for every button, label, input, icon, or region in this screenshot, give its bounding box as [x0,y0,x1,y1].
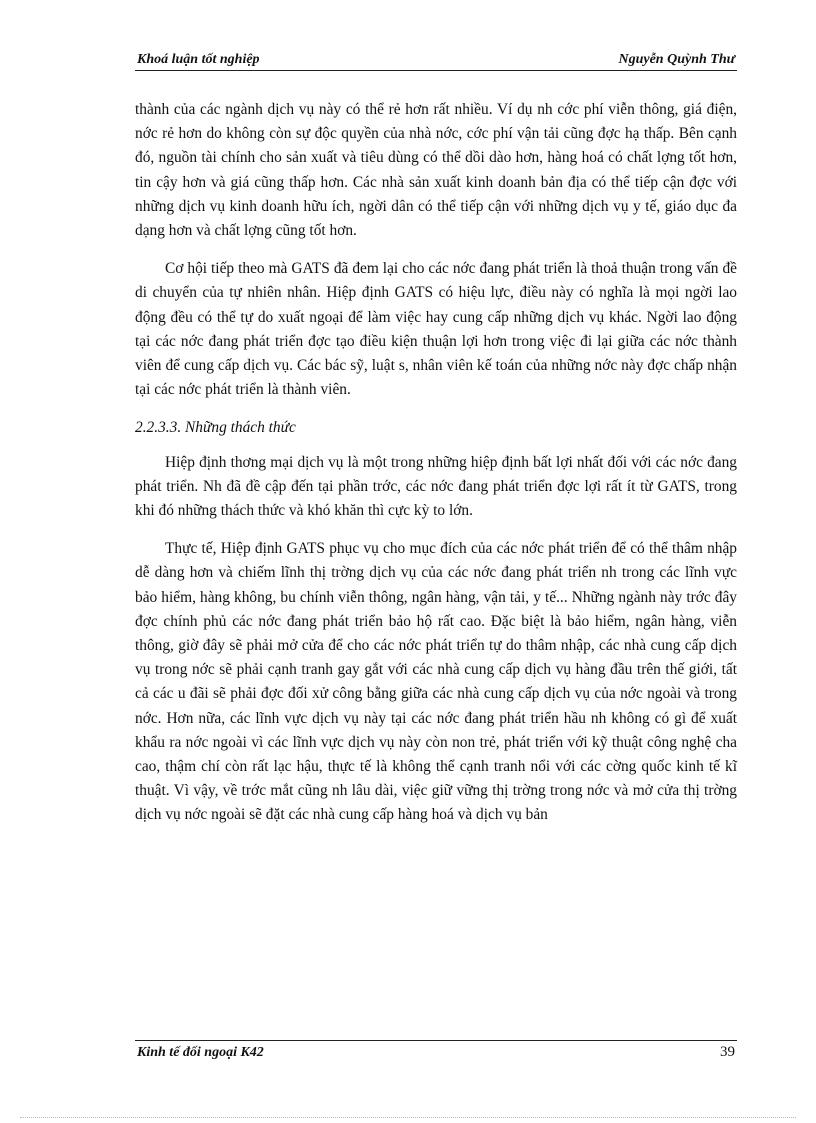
paragraph-continuation: thành của các ngành dịch vụ này có thể rẻ hơn rất nhiều. Ví dụ nh cớc phí viễn thông, giá điện, nớc rẻ hơn do không còn sự độc quyền của nhà nớc, cớc phí vận tải cũng đợc hạ thấp. Bên cạnh đó, nguồn tài chính cho sản xuất và tiêu dùng có thể dồi dào hơn, hàng hoá có chất lợng tốt hơn, tin cậy hơn và giá cũng thấp hơn. Các nhà sản xuất kinh doanh bản địa có thể tiếp cận đợc với những dịch vụ kinh doanh hữu ích, ngời dân có thể tiếp cận với những dịch vụ y tế, giáo dục đa dạng hơn và chất lợng cũng tốt hơn. [135,101,737,240]
header-author-name: Nguyễn Quỳnh Thư [618,52,735,67]
header-thesis-title: Khoá luận tốt nghiệp [137,52,260,67]
footer-department: Kinh tế đối ngoại K42 [137,1045,264,1060]
page-header [135,50,737,71]
document-body [135,98,737,842]
paragraph-opportunity: Cơ hội tiếp theo mà GATS đã đem lại cho các nớc đang phát triển là thoả thuận trong vấn đề di chuyển của tự nhiên nhân. Hiệp định GATS có hiệu lực, điều này có nghĩa là mọi ngời lao động đều có thể tự do xuất ngoại để làm việc hay cung cấp những dịch vụ khác. Ngời lao động tại các nớc đang phát triển đợc tạo điều kiện thuận lợi hơn trong việc đi lại giữa các nớc thành viên để cung cấp dịch vụ. Các bác sỹ, luật s, nhân viên kế toán của những nớc này đợc chấp nhận tại các nớc phát triển là thành viên. [135,260,737,399]
page-number: 39 [720,1044,735,1060]
paragraph-challenges-intro: Hiệp định thơng mại dịch vụ là một trong những hiệp định bất lợi nhất đối với các nớc đang phát triển. Nh đã đề cập đến tại phần trớc, các nớc đang phát triển đợc lợi rất ít từ GATS, trong khi đó những thách thức và khó khăn thì cực kỳ to lớn. [135,453,737,520]
paragraph-challenges-detail: Thực tế, Hiệp định GATS phục vụ cho mục đích của các nớc phát triển để có thể thâm nhập dễ dàng hơn và chiếm lĩnh thị trờng dịch vụ của các nớc đang phát triển nh trong các lĩnh vực bảo hiểm, hàng không, bu chính viễn thông, ngân hàng, vận tải, y tế... Những ngành này trớc đây đợc chính phủ các nớc đang phát triển bảo hộ rất cao. Đặc biệt là bảo hiểm, ngân hàng, viễn thông, giờ đây sẽ phải mở cửa để cho các nớc phát triển tự do thâm nhập, các nhà cung cấp dịch vụ trong nớc sẽ phải cạnh tranh gay gắt với các nhà cung cấp dịch vụ hàng đầu trên thế giới, tất cả các u đãi sẽ phải đợc đối xử công bằng giữa các nhà cung cấp dịch vụ của nớc ngoài và trong nớc. Hơn nữa, các lĩnh vực dịch vụ này tại các nớc đang phát triển hầu nh không có gì để xuất khẩu ra nớc ngoài vì các lĩnh vực dịch vụ này còn non trẻ, phát triển với kỹ thuật công nghệ cha cao, thậm chí còn rất lạc hậu, thực tế là không thể cạnh tranh nổi với các cờng quốc kinh tế kĩ thuật. Vì vậy, về trớc mắt cũng nh lâu dài, việc giữ vững thị trờng trong nớc và mở cửa thị trờng dịch vụ nớc ngoài sẽ đặt các nhà cung cấp hàng hoá và dịch vụ bản [135,540,737,824]
page-footer [135,1040,737,1071]
page-break-divider [20,1117,796,1118]
section-heading: 2.2.3.3. Những thách thức [135,419,296,437]
